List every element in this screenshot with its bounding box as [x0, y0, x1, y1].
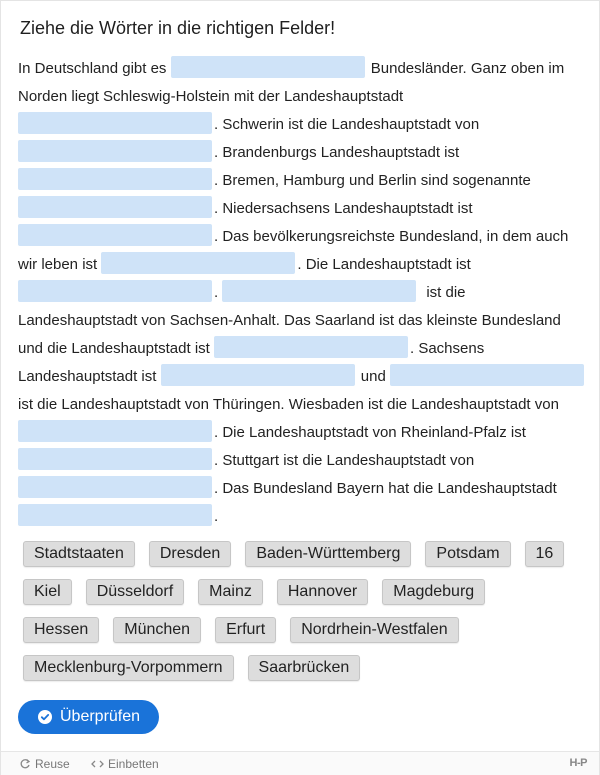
text-segment: . Brandenburgs Landeshauptstadt ist — [214, 144, 460, 161]
code-icon — [91, 758, 104, 770]
drop-zone-13[interactable] — [18, 420, 212, 442]
embed-label: Einbetten — [108, 757, 159, 771]
text-segment: ist die Landeshauptstadt von Thüringen. Wiesbaden ist die Landeshauptstadt von — [18, 396, 559, 413]
check-button[interactable] — [18, 700, 159, 734]
drop-zone-6[interactable] — [18, 224, 212, 246]
word-chip[interactable]: Hessen — [23, 617, 99, 643]
text-segment: . Schwerin ist die Landeshauptstadt von — [214, 116, 480, 133]
text-segment: . Das Bundesland Bayern hat die Landeshauptstadt — [214, 480, 557, 497]
drop-zone-4[interactable] — [18, 168, 212, 190]
word-chip[interactable]: Mainz — [198, 579, 263, 605]
reuse-link[interactable] — [19, 757, 70, 771]
word-chip[interactable]: Hannover — [277, 579, 368, 605]
text-segment: . — [214, 284, 219, 301]
task-title: Ziehe die Wörter in die richtigen Felder! — [20, 18, 336, 38]
word-chip[interactable]: Dresden — [149, 541, 231, 567]
word-bank — [18, 541, 578, 681]
word-chip[interactable]: Nordrhein-Westfalen — [290, 617, 458, 643]
footer — [1, 751, 599, 775]
drop-zone-15[interactable] — [18, 476, 212, 498]
reuse-icon — [19, 758, 31, 770]
text-segment: . Stuttgart ist die Landeshauptstadt von — [214, 452, 475, 469]
drop-zone-12[interactable] — [390, 364, 584, 386]
drop-zone-10[interactable] — [214, 336, 408, 358]
task-text — [18, 55, 588, 531]
drop-zone-3[interactable] — [18, 140, 212, 162]
word-chip[interactable]: Baden-Württemberg — [245, 541, 411, 567]
reuse-label: Reuse — [35, 757, 70, 771]
text-segment: . Niedersachsens Landeshauptstadt ist — [214, 200, 473, 217]
text-segment: . Sachsens Landeshauptstadt ist — [18, 340, 485, 385]
word-chip[interactable]: Saarbrücken — [248, 655, 361, 681]
text-segment: Bundesländer. Ganz oben im Norden liegt Schleswig-Holstein mit der Landeshauptstadt — [18, 60, 565, 105]
word-chip[interactable]: Potsdam — [425, 541, 510, 567]
text-segment: In Deutschland gibt es — [18, 60, 171, 77]
drop-zone-5[interactable] — [18, 196, 212, 218]
check-button-label: Überprüfen — [60, 708, 141, 725]
word-chip[interactable]: München — [113, 617, 201, 643]
h5p-logo: H-P — [569, 757, 587, 769]
drop-zone-8[interactable] — [18, 280, 212, 302]
text-segment: . Bremen, Hamburg und Berlin sind sogenannte — [214, 172, 531, 189]
text-segment: . Die Landeshauptstadt von Rheinland-Pfalz ist — [214, 424, 526, 441]
word-chip[interactable]: 16 — [525, 541, 565, 567]
word-chip[interactable]: Stadtstaaten — [23, 541, 135, 567]
drop-zone-2[interactable] — [18, 112, 212, 134]
drop-zone-11[interactable] — [161, 364, 355, 386]
text-segment: . Die Landeshauptstadt ist — [297, 256, 471, 273]
check-circle-icon — [38, 710, 52, 724]
word-chip[interactable]: Kiel — [23, 579, 72, 605]
drop-zone-1[interactable] — [171, 56, 365, 78]
drop-zone-9[interactable] — [222, 280, 416, 302]
drop-zone-16[interactable] — [18, 504, 212, 526]
text-segment: ist die Landeshauptstadt von Sachsen-Anhalt. Das Saarland ist das kleinste Bundesland und die Landeshauptstadt ist — [18, 284, 561, 357]
word-chip[interactable]: Magdeburg — [382, 579, 485, 605]
embed-link[interactable] — [91, 757, 159, 771]
drop-zone-7[interactable] — [101, 252, 295, 274]
drop-zone-14[interactable] — [18, 448, 212, 470]
text-segment: . — [214, 508, 219, 525]
word-chip[interactable]: Mecklenburg-Vorpommern — [23, 655, 234, 681]
word-chip[interactable]: Düsseldorf — [86, 579, 184, 605]
text-segment: . Das bevölkerungsreichste Bundesland, in dem auch wir leben ist — [18, 228, 569, 273]
word-chip[interactable]: Erfurt — [215, 617, 276, 643]
text-segment: und — [356, 368, 390, 385]
